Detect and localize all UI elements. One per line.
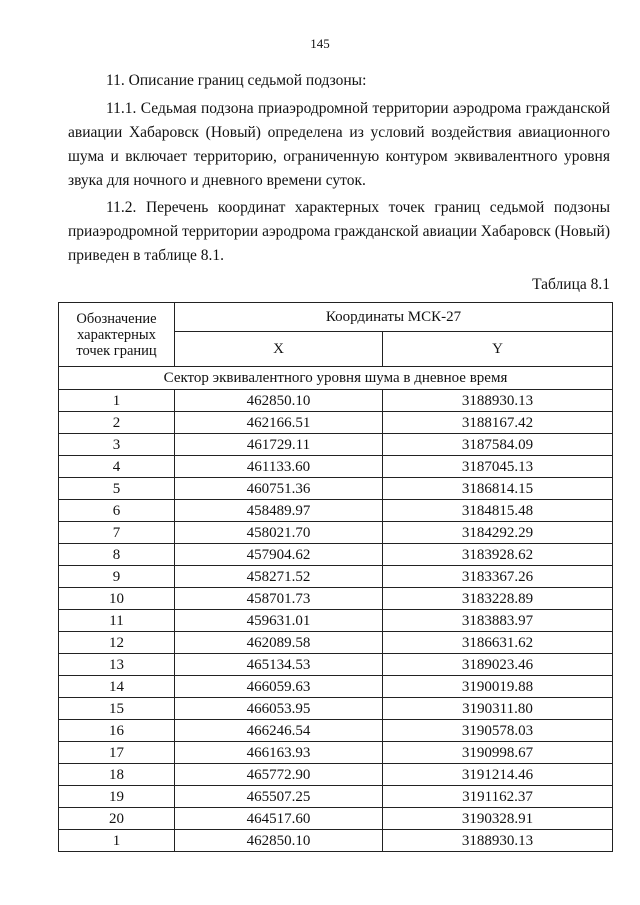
table-row <box>59 786 613 808</box>
x-coordinate-cell: 466059.63 <box>175 676 383 698</box>
header-x: X <box>175 332 383 367</box>
x-coordinate-cell: 462089.58 <box>175 632 383 654</box>
paragraph-11-1: 11.1. Седьмая подзона приаэродромной территории аэродрома гражданской авиации Хабаровск (Новый) определена из условий воздействия авиационного шума и включает территорию, ограниченную контуром эквивалентного уровня звука для ночного и дневного времени суток. <box>68 100 610 189</box>
point-number-cell: 2 <box>59 412 175 434</box>
table-row <box>59 764 613 786</box>
table-row <box>59 698 613 720</box>
table-row <box>59 478 613 500</box>
y-coordinate-cell: 3187584.09 <box>383 434 613 456</box>
x-coordinate-cell: 460751.36 <box>175 478 383 500</box>
point-number-cell: 13 <box>59 654 175 676</box>
point-number-cell: 3 <box>59 434 175 456</box>
point-number-cell: 16 <box>59 720 175 742</box>
point-number-cell: 18 <box>59 764 175 786</box>
point-number-cell: 11 <box>59 610 175 632</box>
y-coordinate-cell: 3186814.15 <box>383 478 613 500</box>
y-coordinate-cell: 3191214.46 <box>383 764 613 786</box>
y-coordinate-cell: 3187045.13 <box>383 456 613 478</box>
table-row <box>59 500 613 522</box>
point-number-cell: 19 <box>59 786 175 808</box>
y-coordinate-cell: 3190998.67 <box>383 742 613 764</box>
y-coordinate-cell: 3184292.29 <box>383 522 613 544</box>
header-y: Y <box>383 332 613 367</box>
section-heading: 11. Описание границ седьмой подзоны: <box>106 72 367 89</box>
table-caption: Таблица 8.1 <box>532 276 610 293</box>
x-coordinate-cell: 458021.70 <box>175 522 383 544</box>
y-coordinate-cell: 3190578.03 <box>383 720 613 742</box>
table-row <box>59 830 613 852</box>
header-points: Обозначение характерных точек границ <box>59 303 175 367</box>
point-number-cell: 8 <box>59 544 175 566</box>
table-body <box>59 367 613 852</box>
x-coordinate-cell: 464517.60 <box>175 808 383 830</box>
page-number: 145 <box>310 36 330 51</box>
point-number-cell: 17 <box>59 742 175 764</box>
x-coordinate-cell: 466163.93 <box>175 742 383 764</box>
y-coordinate-cell: 3190311.80 <box>383 698 613 720</box>
y-coordinate-cell: 3188930.13 <box>383 830 613 852</box>
x-coordinate-cell: 458489.97 <box>175 500 383 522</box>
point-number-cell: 14 <box>59 676 175 698</box>
x-coordinate-cell: 458271.52 <box>175 566 383 588</box>
x-coordinate-cell: 466246.54 <box>175 720 383 742</box>
x-coordinate-cell: 465134.53 <box>175 654 383 676</box>
y-coordinate-cell: 3184815.48 <box>383 500 613 522</box>
x-coordinate-cell: 461133.60 <box>175 456 383 478</box>
y-coordinate-cell: 3183367.26 <box>383 566 613 588</box>
table-row <box>59 676 613 698</box>
point-number-cell: 4 <box>59 456 175 478</box>
x-coordinate-cell: 457904.62 <box>175 544 383 566</box>
y-coordinate-cell: 3183883.97 <box>383 610 613 632</box>
header-coords: Координаты МСК-27 <box>175 303 613 332</box>
x-coordinate-cell: 462850.10 <box>175 390 383 412</box>
table-row <box>59 720 613 742</box>
table-row <box>59 544 613 566</box>
table-row <box>59 588 613 610</box>
y-coordinate-cell: 3183928.62 <box>383 544 613 566</box>
x-coordinate-cell: 461729.11 <box>175 434 383 456</box>
point-number-cell: 5 <box>59 478 175 500</box>
sector-title: Сектор эквивалентного уровня шума в дневное время <box>59 367 613 390</box>
y-coordinate-cell: 3186631.62 <box>383 632 613 654</box>
table-row <box>59 434 613 456</box>
table-row <box>59 412 613 434</box>
point-number-cell: 1 <box>59 390 175 412</box>
table-row <box>59 654 613 676</box>
point-number-cell: 1 <box>59 830 175 852</box>
table-row <box>59 808 613 830</box>
x-coordinate-cell: 462166.51 <box>175 412 383 434</box>
y-coordinate-cell: 3189023.46 <box>383 654 613 676</box>
x-coordinate-cell: 462850.10 <box>175 830 383 852</box>
y-coordinate-cell: 3188930.13 <box>383 390 613 412</box>
y-coordinate-cell: 3191162.37 <box>383 786 613 808</box>
x-coordinate-cell: 465772.90 <box>175 764 383 786</box>
table-row <box>59 742 613 764</box>
paragraph-11-2: 11.2. Перечень координат характерных точек границ седьмой подзоны приаэродромной территории аэродрома гражданской авиации Хабаровск (Новый) приведен в таблице 8.1. <box>68 199 610 264</box>
table-row <box>59 522 613 544</box>
point-number-cell: 10 <box>59 588 175 610</box>
table-row <box>59 456 613 478</box>
table-row <box>59 390 613 412</box>
table-row <box>59 610 613 632</box>
coordinates-table <box>58 302 613 852</box>
y-coordinate-cell: 3183228.89 <box>383 588 613 610</box>
point-number-cell: 7 <box>59 522 175 544</box>
x-coordinate-cell: 458701.73 <box>175 588 383 610</box>
y-coordinate-cell: 3190019.88 <box>383 676 613 698</box>
point-number-cell: 12 <box>59 632 175 654</box>
point-number-cell: 9 <box>59 566 175 588</box>
point-number-cell: 6 <box>59 500 175 522</box>
point-number-cell: 20 <box>59 808 175 830</box>
y-coordinate-cell: 3188167.42 <box>383 412 613 434</box>
y-coordinate-cell: 3190328.91 <box>383 808 613 830</box>
x-coordinate-cell: 466053.95 <box>175 698 383 720</box>
table-row <box>59 632 613 654</box>
x-coordinate-cell: 465507.25 <box>175 786 383 808</box>
table-row <box>59 566 613 588</box>
point-number-cell: 15 <box>59 698 175 720</box>
x-coordinate-cell: 459631.01 <box>175 610 383 632</box>
